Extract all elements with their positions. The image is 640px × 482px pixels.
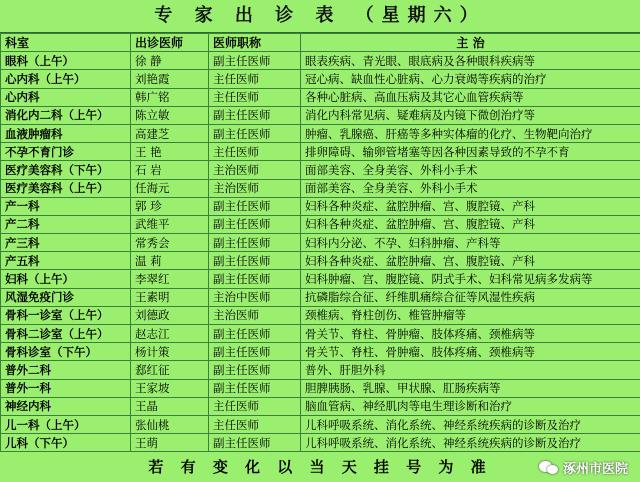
schedule-table-wrap (0, 32, 640, 452)
dept-cell: 心内科 (1, 88, 131, 106)
rank-cell: 副主任医师 (209, 434, 301, 452)
scope-cell: 儿科呼吸系统、消化系统、神经系统疾病的诊断及治疗 (301, 415, 640, 433)
table-row (1, 88, 640, 106)
table-row (1, 361, 640, 379)
dept-cell: 医疗美容科（下午） (1, 161, 131, 179)
doctor-cell: 张仙桃 (131, 415, 209, 433)
schedule-table (0, 33, 640, 452)
rank-cell: 副主任医师 (209, 252, 301, 270)
table-row (1, 343, 640, 361)
scope-cell: 颈椎病、脊柱创伤、椎管肿瘤等 (301, 306, 640, 324)
rank-cell: 主任医师 (209, 70, 301, 88)
table-row (1, 252, 640, 270)
scope-cell: 妇科内分泌、不孕、妇科肿瘤、产科等 (301, 234, 640, 252)
table-row (1, 124, 640, 142)
table-row (1, 434, 640, 452)
dept-cell: 儿科（下午） (1, 434, 131, 452)
rank-cell: 主治医师 (209, 161, 301, 179)
dept-cell: 儿一科（上午） (1, 415, 131, 433)
dept-cell: 神经内科 (1, 397, 131, 415)
scope-cell: 排卵障碍、输卵管堵塞等因各种因素导致的不孕不育 (301, 143, 640, 161)
schedule-table-body (1, 52, 640, 452)
rank-cell: 副主任医师 (209, 325, 301, 343)
table-row (1, 415, 640, 433)
table-header-row (1, 34, 640, 52)
doctor-cell: 刘艳霞 (131, 70, 209, 88)
dept-cell: 产五科 (1, 252, 131, 270)
rank-cell: 副主任医师 (209, 343, 301, 361)
table-row (1, 306, 640, 324)
column-header-scope: 主 治 (301, 34, 640, 52)
dept-cell: 血液肿瘤科 (1, 124, 131, 142)
table-row (1, 288, 640, 306)
scope-cell: 胆脾胰肠、乳腺、甲状腺、肛肠疾病等 (301, 379, 640, 397)
dept-cell: 骨科二诊室（上午） (1, 325, 131, 343)
dept-cell: 消化内二科（上午） (1, 106, 131, 124)
scope-cell: 各种心脏病、高血压病及其它心血管疾病等 (301, 88, 640, 106)
doctor-cell: 王 艳 (131, 143, 209, 161)
dept-cell: 心内科（上午） (1, 70, 131, 88)
scope-cell: 面部美容、全身美容、外科小手术 (301, 161, 640, 179)
rank-cell: 主任医师 (209, 88, 301, 106)
table-row (1, 70, 640, 88)
scope-cell: 普外、肝胆外科 (301, 361, 640, 379)
rank-cell: 副主任医师 (209, 234, 301, 252)
rank-cell: 副主任医师 (209, 124, 301, 142)
column-header-rank: 医师职称 (209, 34, 301, 52)
rank-cell: 副主任医师 (209, 270, 301, 288)
doctor-cell: 温 莉 (131, 252, 209, 270)
dept-cell: 医疗美容科（上午） (1, 179, 131, 197)
table-row (1, 161, 640, 179)
dept-cell: 普外二科 (1, 361, 131, 379)
rank-cell: 主治医师 (209, 306, 301, 324)
rank-cell: 副主任医师 (209, 215, 301, 233)
dept-cell: 产三科 (1, 234, 131, 252)
table-row (1, 143, 640, 161)
doctor-cell: 刘德政 (131, 306, 209, 324)
rank-cell: 主任医师 (209, 143, 301, 161)
watermark (539, 456, 628, 478)
doctor-cell: 王晶 (131, 397, 209, 415)
scope-cell: 冠心病、缺血性心脏病、心力衰竭等疾病的治疗 (301, 70, 640, 88)
doctor-cell: 石 岩 (131, 161, 209, 179)
doctor-cell: 王素明 (131, 288, 209, 306)
table-row (1, 397, 640, 415)
scope-cell: 骨关节、脊柱、骨肿瘤、肢体疼痛、颈椎病等 (301, 343, 640, 361)
table-row (1, 179, 640, 197)
watermark-label: 涿州市医院 (562, 461, 628, 477)
doctor-cell: 赵志江 (131, 325, 209, 343)
table-row (1, 270, 640, 288)
dept-cell: 骨科一诊室（上午） (1, 306, 131, 324)
doctor-cell: 王萌 (131, 434, 209, 452)
doctor-cell: 徐 静 (131, 52, 209, 70)
doctor-cell: 任海元 (131, 179, 209, 197)
rank-cell: 副主任医师 (209, 379, 301, 397)
table-row (1, 325, 640, 343)
footer-note: 若 有 变 化 以 当 天 挂 号 为 准 (148, 458, 492, 476)
table-row (1, 234, 640, 252)
doctor-cell: 陈立敏 (131, 106, 209, 124)
column-header-dept: 科室 (1, 34, 131, 52)
scope-cell: 肿瘤、乳腺癌、肝癌等多种实体瘤的化疗、生物靶向治疗 (301, 124, 640, 142)
doctor-cell: 常秀会 (131, 234, 209, 252)
scope-cell: 妇科各种炎症、盆腔肿瘤、宫、腹腔镜、产科 (301, 197, 640, 215)
rank-cell: 副主任医师 (209, 52, 301, 70)
dept-cell: 妇科（上午） (1, 270, 131, 288)
rank-cell: 主任医师 (209, 397, 301, 415)
dept-cell: 产二科 (1, 215, 131, 233)
table-row (1, 52, 640, 70)
scope-cell: 妇科肿瘤、宫、腹腔镜、阴式手术、妇科常见病多发病等 (301, 270, 640, 288)
scope-cell: 妇科各种炎症、盆腔肿瘤、宫、腹腔镜、产科 (301, 252, 640, 270)
doctor-cell: 韩广铭 (131, 88, 209, 106)
dept-cell: 骨科诊室（下午） (1, 343, 131, 361)
scope-cell: 儿科呼吸系统、消化系统、神经系统疾病的诊断及治疗 (301, 434, 640, 452)
scope-cell: 脑血管病、神经肌肉等电生理诊断和治疗 (301, 397, 640, 415)
dept-cell: 产一科 (1, 197, 131, 215)
doctor-cell: 郄红征 (131, 361, 209, 379)
dept-cell: 普外一科 (1, 379, 131, 397)
scope-cell: 抗磷脂综合征、纤维肌痛综合征等风湿性疾病 (301, 288, 640, 306)
scope-cell: 眼表疾病、青光眼、眼底病及各种眼科疾病等 (301, 52, 640, 70)
doctor-cell: 李翠红 (131, 270, 209, 288)
doctor-cell: 高建芝 (131, 124, 209, 142)
column-header-doctor: 出诊医师 (131, 34, 209, 52)
doctor-cell: 郭 珍 (131, 197, 209, 215)
page-title: 专 家 出 诊 表 （星期六） (154, 5, 486, 26)
doctor-cell: 杨计策 (131, 343, 209, 361)
rank-cell: 主治医师 (209, 179, 301, 197)
doctor-cell: 武维平 (131, 215, 209, 233)
rank-cell: 副主任医师 (209, 361, 301, 379)
dept-cell: 眼科（上午） (1, 52, 131, 70)
dept-cell: 不孕不育门诊 (1, 143, 131, 161)
scope-cell: 消化内科常见病、疑难病及内镜下微创治疗等 (301, 106, 640, 124)
rank-cell: 副主任医师 (209, 106, 301, 124)
table-row (1, 379, 640, 397)
table-row (1, 197, 640, 215)
scope-cell: 妇科各种炎症、盆腔肿瘤、宫、腹腔镜、产科 (301, 215, 640, 233)
scope-cell: 面部美容、全身美容、外科小手术 (301, 179, 640, 197)
rank-cell: 主任医师 (209, 415, 301, 433)
wechat-icon (539, 459, 559, 475)
rank-cell: 主治中医师 (209, 288, 301, 306)
doctor-cell: 王家坡 (131, 379, 209, 397)
table-row (1, 215, 640, 233)
scope-cell: 骨关节、脊柱、骨肿瘤、肢体疼痛、颈椎病等 (301, 325, 640, 343)
rank-cell: 副主任医师 (209, 197, 301, 215)
table-row (1, 106, 640, 124)
dept-cell: 风湿免疫门诊 (1, 288, 131, 306)
